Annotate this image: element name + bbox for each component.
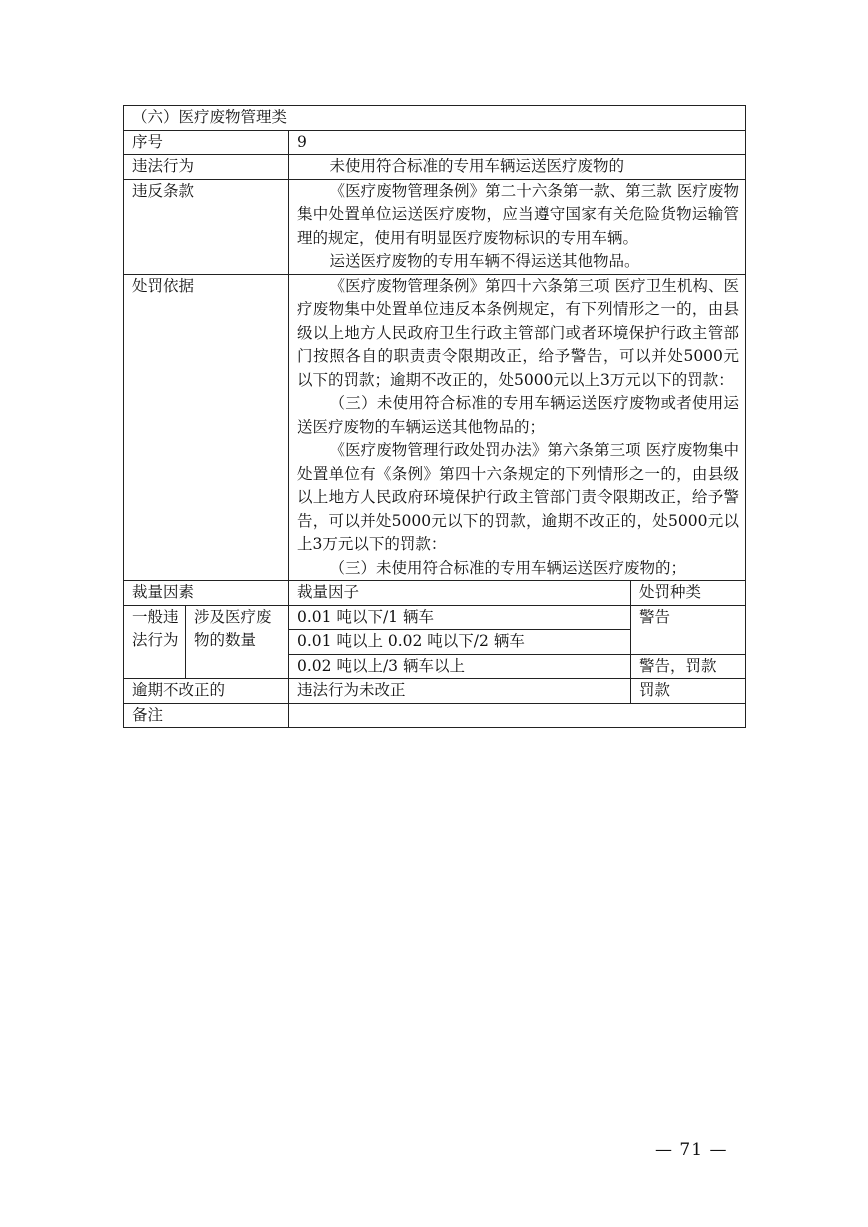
violation-value: 未使用符合标准的专用车辆运送医疗废物的 [329,157,625,175]
discretion-item: 0.01 吨以下/1 辆车 [289,605,631,630]
overdue-penalty: 罚款 [631,679,746,704]
violated-clause-cell [289,179,746,274]
penalty-basis-cell [289,274,746,581]
penalty-discretion-table [123,105,746,728]
penalty-type-header: 处罚种类 [631,581,746,606]
basis-paragraph: 《医疗废物管理条例》第四十六条第三项 医疗卫生机构、医疗废物集中处置单位违反本条例规定，有下列情形之一的，由县级以上地方人民政府卫生行政主管部门或者环境保护行政主管部门按照各自的职责责令限期改正，给予警告，可以并处5000元以下的罚款；逾期不改正的，处5000元以上3万元以下的罚款： [297,276,740,389]
clause-paragraph: 《医疗废物管理条例》第二十六条第一款、第三款 医疗废物集中处置单位运送医疗废物，应当遵守国家有关危险货物运输管理的规定，使用有明显医疗废物标识的专用车辆。 [297,181,740,247]
clause-paragraph: 运送医疗废物的专用车辆不得运送其他物品。 [329,252,640,270]
remarks-value [289,703,746,728]
serial-value: 9 [289,130,746,155]
basis-paragraph: （三）未使用符合标准的专用车辆运送医疗废物的； [329,558,687,577]
page-number: — 71 — [655,1140,728,1160]
overdue-item: 违法行为未改正 [289,679,631,704]
remarks-label: 备注 [124,703,289,728]
basis-paragraph: （三）未使用符合标准的专用车辆运送医疗废物或者使用运送医疗废物的车辆运送其他物品的； [297,394,740,436]
penalty-basis-label: 处罚依据 [124,274,289,581]
quantity-label: 涉及医疗废物的数量 [186,605,289,679]
item-header: 裁量因子 [289,581,631,606]
factor-header: 裁量因素 [124,581,289,606]
violation-label: 违法行为 [124,155,289,180]
serial-label: 序号 [124,130,289,155]
general-violation-label: 一般违法行为 [124,605,186,679]
section-title: （六）医疗废物管理类 [124,106,746,131]
overdue-label: 逾期不改正的 [124,679,289,704]
basis-paragraph: 《医疗废物管理行政处罚办法》第六条第三项 医疗废物集中处置单位有《条例》第四十六条规定的下列情形之一的，由县级以上地方人民政府环境保护行政主管部门责令限期改正，给予警告，可以并处5000元以下的罚款，逾期不改正的，处5000元以上3万元以下的罚款： [297,441,740,553]
penalty-warning-fine: 警告，罚款 [631,654,746,679]
penalty-warning: 警告 [631,605,746,654]
violated-clause-label: 违反条款 [124,179,289,274]
discretion-item: 0.01 吨以上 0.02 吨以下/2 辆车 [289,630,631,655]
discretion-item: 0.02 吨以上/3 辆车以上 [289,654,631,679]
